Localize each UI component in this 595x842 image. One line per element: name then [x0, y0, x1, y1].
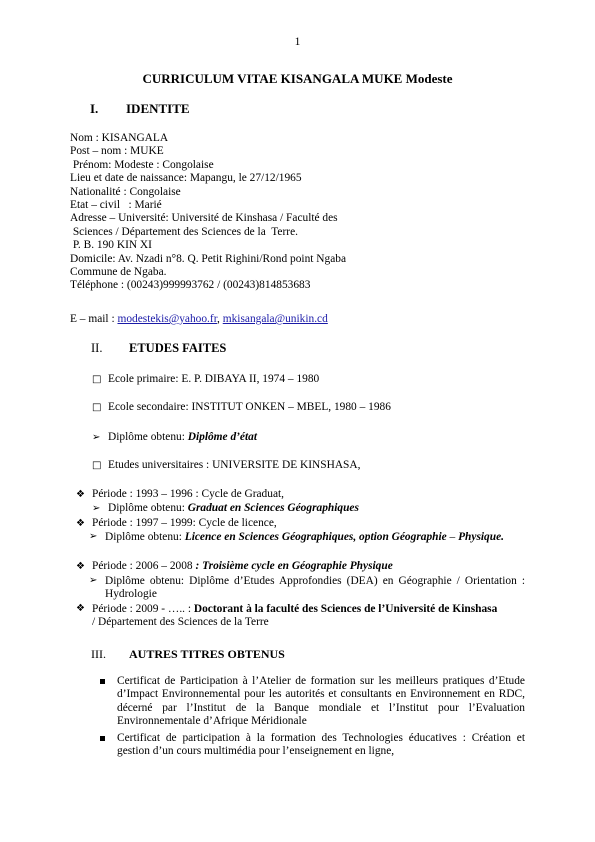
section-etudes-heading [91, 341, 226, 356]
period-text: Période : 2006 – 2008 [92, 560, 196, 572]
certificate-item [100, 675, 525, 729]
email-line [70, 313, 328, 325]
identity-line: Téléphone : (00243)999993762 / (00243)814853683 [70, 279, 311, 292]
period-value: Doctorant à la faculté des Sciences de l’Université de Kinshasa [193, 603, 498, 615]
period-text [92, 603, 525, 630]
empty-square-bullet-icon: □ [92, 460, 102, 471]
arrowhead-bullet-icon: ➢ [92, 432, 101, 443]
period-text: Période : 1993 – 1996 : Cycle de Graduat, [92, 488, 285, 500]
list-item-text: Ecole primaire: E. P. DIBAYA II, 1974 – 1980 [108, 373, 320, 385]
period-item-graduat [76, 488, 284, 500]
diploma-label: Diplôme obtenu: [105, 531, 185, 543]
arrowhead-bullet-icon: ➢ [92, 503, 101, 514]
identity-line: Sciences / Département des Sciences de la Terre. [70, 225, 298, 238]
diploma-value: Graduat en Sciences Géographiques [187, 502, 359, 514]
diploma-value: Diplôme d’état [187, 431, 258, 443]
list-item-text: Etudes universitaires : UNIVERSITE DE KINSHASA, [108, 459, 361, 471]
period-rest: / Département des Sciences de la Terre [92, 616, 269, 629]
diploma-text [105, 531, 525, 544]
section-number: I. [90, 101, 99, 116]
four-diamond-bullet-icon: ❖ [76, 603, 85, 614]
list-item-university [92, 459, 360, 471]
identity-line: Commune de Ngaba. [70, 265, 167, 278]
diploma-text: Diplôme obtenu: Diplôme d’Etudes Approfondies (DEA) en Géographie / Orientation : Hydrologie [105, 575, 525, 601]
diploma-item-dea [89, 575, 525, 602]
identity-line: Post – nom : MUKE [70, 145, 164, 158]
four-diamond-bullet-icon: ❖ [76, 561, 85, 572]
certificate-item [100, 732, 525, 759]
list-item-primary [92, 373, 319, 385]
diploma-dash: – [446, 531, 459, 543]
list-item-text: Ecole secondaire: INSTITUT ONKEN – MBEL, 1980 – 1986 [108, 401, 391, 413]
identity-line: P. B. 190 KIN XI [70, 239, 152, 252]
section-identite-heading [90, 101, 190, 117]
identity-line: Nationalité : Congolaise [70, 185, 181, 198]
identity-line: Nom : KISANGALA [70, 132, 169, 144]
section-number: II. [91, 341, 103, 355]
email-label: E – mail : [70, 313, 118, 325]
diploma-value: Licence en Sciences Géographiques, option Géographie [184, 531, 447, 543]
identity-block [70, 132, 530, 293]
diploma-item-graduat [92, 502, 359, 514]
section-autres-titres-heading [91, 647, 285, 662]
certificate-text: Certificat de participation à la formation des Technologies éducatives : Création et gestion d’un cours multimédia pour l’enseignement en ligne, [117, 732, 525, 758]
list-item-secondary [92, 401, 391, 413]
section-label: ETUDES FAITES [129, 341, 227, 355]
four-diamond-bullet-icon: ❖ [76, 489, 85, 500]
period-text: Période : 1997 – 1999: Cycle de licence, [92, 517, 277, 529]
period-value: : Troisième cycle en Géographie Physique [195, 560, 393, 572]
period-label: Période : 2009 - ….. : [92, 603, 194, 615]
diploma-value-2: Physique. [458, 531, 504, 543]
empty-square-bullet-icon: □ [92, 402, 102, 413]
filled-square-bullet-icon [100, 679, 105, 684]
empty-square-bullet-icon: □ [92, 374, 102, 385]
email-link-unikin[interactable]: mkisangala@unikin.cd [222, 313, 328, 325]
section-label: AUTRES TITRES OBTENUS [129, 647, 285, 661]
identity-line: Etat – civil : Marié [70, 198, 162, 211]
identity-line: Lieu et date de naissance: Mapangu, le 27/12/1965 [70, 172, 302, 185]
arrowhead-bullet-icon: ➢ [89, 575, 98, 586]
four-diamond-bullet-icon: ❖ [76, 518, 85, 529]
email-separator: , [217, 313, 223, 325]
section-number: III. [91, 647, 106, 661]
identity-line: Prénom: Modeste : Congolaise [70, 158, 214, 171]
list-item-diploma [92, 431, 257, 443]
period-item-doctorat [76, 603, 525, 630]
diploma-label: Diplôme obtenu: [108, 502, 188, 514]
certificate-text: Certificat de Participation à l’Atelier de formation sur les meilleurs pratiques d’Etude d’Impact Environnemental pour les autorités et consultants en Environnement en RDC, décerné par l’Institut de la Banque mondiale et l’Institut pour l’Evaluation Environnementale d’Afrique Méridionale [117, 675, 525, 728]
period-item-third-cycle [76, 560, 393, 572]
filled-square-bullet-icon [100, 736, 105, 741]
diploma-item-licence [89, 531, 525, 544]
email-link-yahoo[interactable]: modestekis@yahoo.fr [117, 313, 218, 325]
identity-line: Domicile: Av. Nzadi n°8. Q. Petit Righini/Rond point Ngaba [70, 252, 347, 265]
cv-title: CURRICULUM VITAE KISANGALA MUKE Modeste [142, 71, 453, 86]
page-number: 1 [294, 36, 301, 48]
section-label: IDENTITE [126, 101, 190, 116]
identity-line: Adresse – Université: Université de Kinshasa / Faculté des [70, 212, 338, 225]
arrowhead-bullet-icon: ➢ [89, 531, 98, 542]
period-item-licence [76, 517, 277, 529]
diploma-label: Diplôme obtenu: [108, 431, 188, 443]
